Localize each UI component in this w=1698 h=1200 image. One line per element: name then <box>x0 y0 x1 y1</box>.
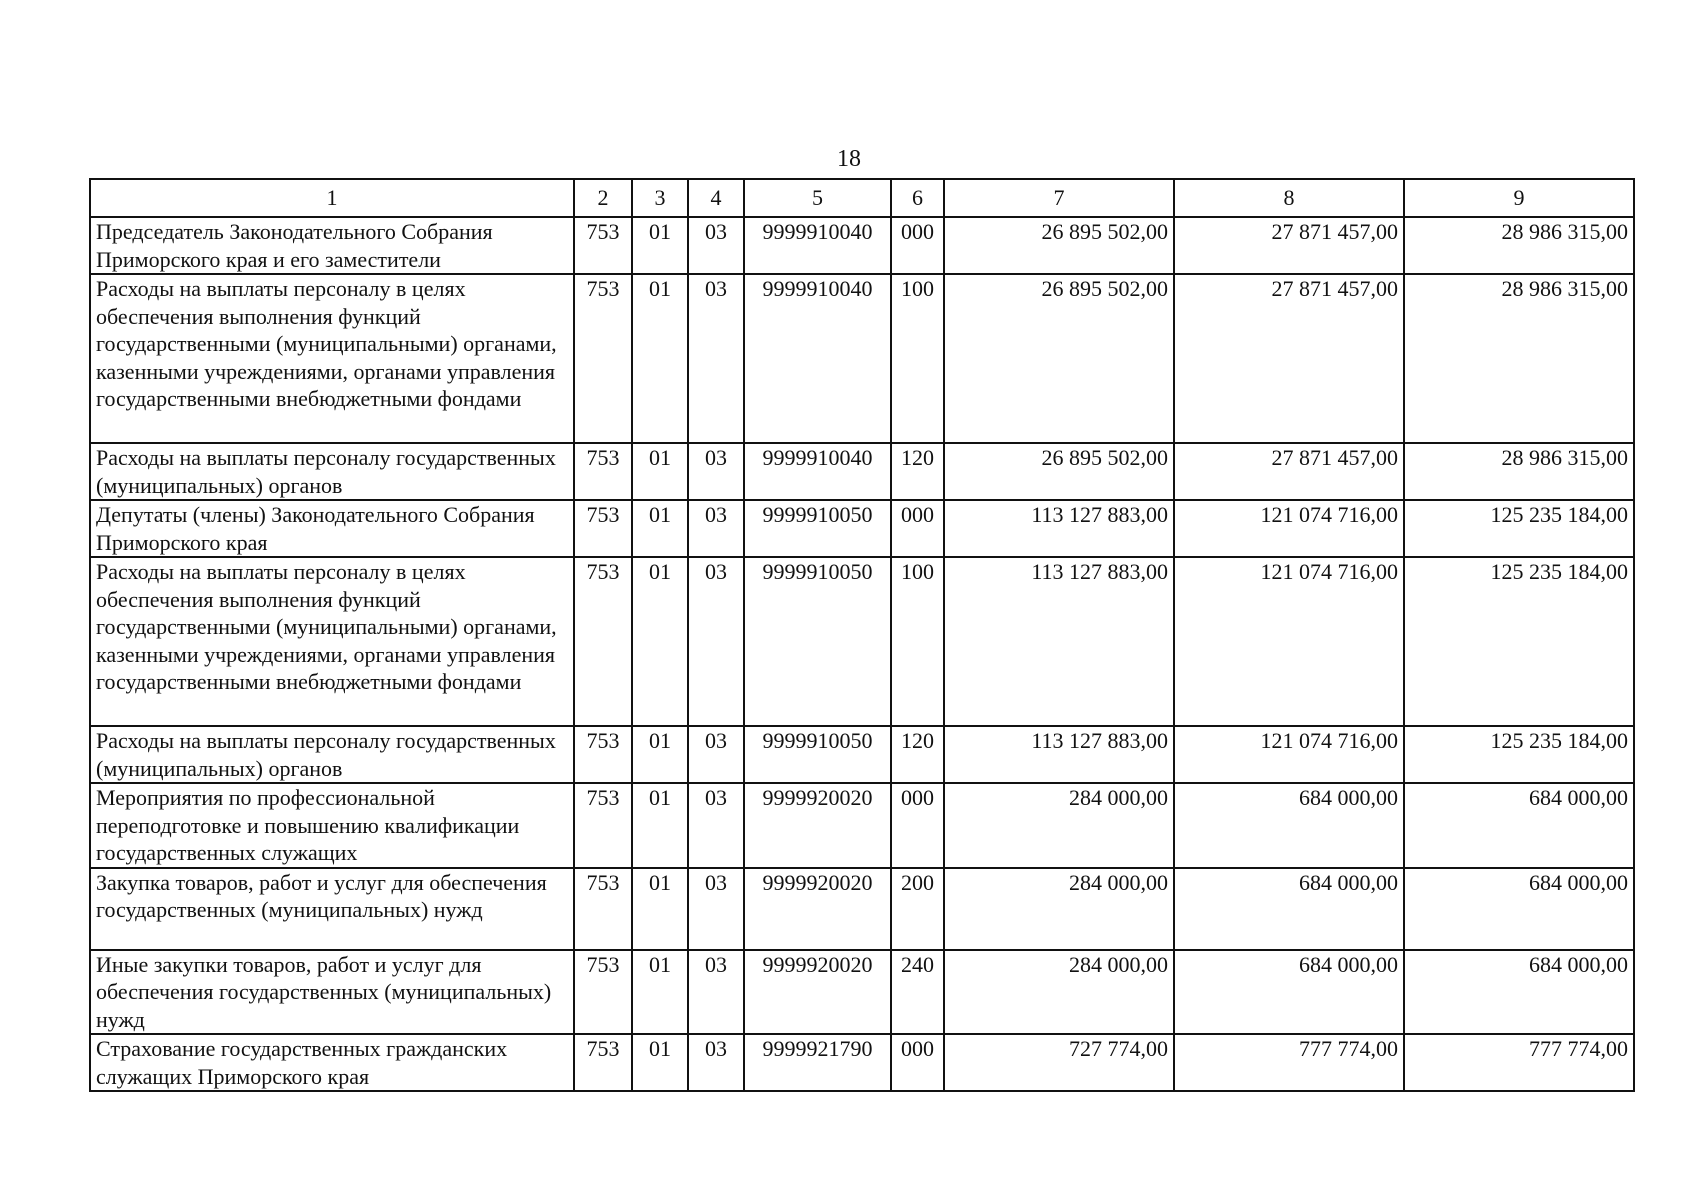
code-subsection: 03 <box>688 217 744 274</box>
header-cell: 3 <box>632 179 688 217</box>
code-expense-type: 000 <box>891 500 944 557</box>
code-target-article: 9999910040 <box>744 443 891 500</box>
code-subsection: 03 <box>688 274 744 443</box>
amount-col-8: 684 000,00 <box>1174 783 1404 868</box>
code-target-article: 9999920020 <box>744 950 891 1035</box>
code-ministry: 753 <box>574 726 632 783</box>
amount-col-7: 26 895 502,00 <box>944 217 1174 274</box>
code-target-article: 9999910050 <box>744 726 891 783</box>
code-ministry: 753 <box>574 217 632 274</box>
code-target-article: 9999920020 <box>744 868 891 950</box>
code-expense-type: 200 <box>891 868 944 950</box>
amount-col-9: 125 235 184,00 <box>1404 557 1634 726</box>
code-expense-type: 000 <box>891 217 944 274</box>
row-name: Расходы на выплаты персоналу государственных (муниципальных) органов <box>90 443 574 500</box>
code-target-article: 9999910040 <box>744 217 891 274</box>
table-row <box>90 500 1634 557</box>
code-subsection: 03 <box>688 557 744 726</box>
amount-col-9: 125 235 184,00 <box>1404 500 1634 557</box>
amount-col-8: 684 000,00 <box>1174 868 1404 950</box>
code-ministry: 753 <box>574 783 632 868</box>
amount-col-7: 113 127 883,00 <box>944 500 1174 557</box>
amount-col-8: 27 871 457,00 <box>1174 443 1404 500</box>
code-target-article: 9999910050 <box>744 557 891 726</box>
row-name: Иные закупки товаров, работ и услуг для обеспечения государственных (муниципальных) нужд <box>90 950 574 1035</box>
header-cell: 8 <box>1174 179 1404 217</box>
amount-col-8: 121 074 716,00 <box>1174 500 1404 557</box>
code-subsection: 03 <box>688 868 744 950</box>
row-name: Расходы на выплаты персоналу государственных (муниципальных) органов <box>90 726 574 783</box>
code-subsection: 03 <box>688 726 744 783</box>
code-section: 01 <box>632 274 688 443</box>
amount-col-7: 113 127 883,00 <box>944 557 1174 726</box>
code-target-article: 9999920020 <box>744 783 891 868</box>
code-section: 01 <box>632 950 688 1035</box>
header-cell: 2 <box>574 179 632 217</box>
header-cell: 1 <box>90 179 574 217</box>
table-header-row <box>90 179 1634 217</box>
row-name: Страхование государственных гражданских служащих Приморского края <box>90 1034 574 1091</box>
code-section: 01 <box>632 500 688 557</box>
budget-table <box>89 178 1635 1092</box>
code-expense-type: 120 <box>891 443 944 500</box>
code-section: 01 <box>632 557 688 726</box>
code-subsection: 03 <box>688 443 744 500</box>
code-section: 01 <box>632 1034 688 1091</box>
code-expense-type: 120 <box>891 726 944 783</box>
table-row <box>90 557 1634 726</box>
row-name: Мероприятия по профессиональной переподготовке и повышению квалификации государственных служащих <box>90 783 574 868</box>
row-name: Расходы на выплаты персоналу в целях обеспечения выполнения функций государственными (муниципальными) органами, казенными учреждениями, органами управления государственными внебюджетными фондами <box>90 274 574 443</box>
amount-col-8: 684 000,00 <box>1174 950 1404 1035</box>
amount-col-9: 684 000,00 <box>1404 783 1634 868</box>
code-section: 01 <box>632 783 688 868</box>
table-row <box>90 726 1634 783</box>
header-cell: 6 <box>891 179 944 217</box>
code-subsection: 03 <box>688 950 744 1035</box>
code-ministry: 753 <box>574 557 632 726</box>
amount-col-9: 28 986 315,00 <box>1404 443 1634 500</box>
amount-col-9: 777 774,00 <box>1404 1034 1634 1091</box>
amount-col-7: 26 895 502,00 <box>944 443 1174 500</box>
code-expense-type: 100 <box>891 274 944 443</box>
amount-col-9: 28 986 315,00 <box>1404 274 1634 443</box>
row-name: Закупка товаров, работ и услуг для обеспечения государственных (муниципальных) нужд <box>90 868 574 950</box>
code-target-article: 9999910050 <box>744 500 891 557</box>
code-expense-type: 100 <box>891 557 944 726</box>
amount-col-7: 284 000,00 <box>944 783 1174 868</box>
code-subsection: 03 <box>688 1034 744 1091</box>
amount-col-9: 28 986 315,00 <box>1404 217 1634 274</box>
code-section: 01 <box>632 217 688 274</box>
amount-col-7: 284 000,00 <box>944 868 1174 950</box>
table-row <box>90 217 1634 274</box>
table-row <box>90 274 1634 443</box>
code-subsection: 03 <box>688 500 744 557</box>
header-cell: 9 <box>1404 179 1634 217</box>
code-subsection: 03 <box>688 783 744 868</box>
code-ministry: 753 <box>574 274 632 443</box>
code-ministry: 753 <box>574 443 632 500</box>
page-number: 18 <box>837 146 861 172</box>
code-expense-type: 000 <box>891 783 944 868</box>
code-ministry: 753 <box>574 500 632 557</box>
code-target-article: 9999921790 <box>744 1034 891 1091</box>
row-name: Расходы на выплаты персоналу в целях обеспечения выполнения функций государственными (муниципальными) органами, казенными учреждениями, органами управления государственными внебюджетными фондами <box>90 557 574 726</box>
amount-col-9: 684 000,00 <box>1404 950 1634 1035</box>
table-row <box>90 443 1634 500</box>
amount-col-8: 27 871 457,00 <box>1174 274 1404 443</box>
header-cell: 7 <box>944 179 1174 217</box>
row-name: Депутаты (члены) Законодательного Собрания Приморского края <box>90 500 574 557</box>
table-row <box>90 950 1634 1035</box>
amount-col-8: 27 871 457,00 <box>1174 217 1404 274</box>
table-row <box>90 783 1634 868</box>
header-cell: 5 <box>744 179 891 217</box>
code-target-article: 9999910040 <box>744 274 891 443</box>
amount-col-8: 777 774,00 <box>1174 1034 1404 1091</box>
code-section: 01 <box>632 868 688 950</box>
table-row <box>90 868 1634 950</box>
code-ministry: 753 <box>574 950 632 1035</box>
code-expense-type: 000 <box>891 1034 944 1091</box>
code-ministry: 753 <box>574 1034 632 1091</box>
amount-col-7: 113 127 883,00 <box>944 726 1174 783</box>
amount-col-7: 727 774,00 <box>944 1034 1174 1091</box>
code-expense-type: 240 <box>891 950 944 1035</box>
code-section: 01 <box>632 726 688 783</box>
amount-col-8: 121 074 716,00 <box>1174 726 1404 783</box>
amount-col-8: 121 074 716,00 <box>1174 557 1404 726</box>
table-row <box>90 1034 1634 1091</box>
code-ministry: 753 <box>574 868 632 950</box>
amount-col-7: 284 000,00 <box>944 950 1174 1035</box>
amount-col-9: 125 235 184,00 <box>1404 726 1634 783</box>
amount-col-9: 684 000,00 <box>1404 868 1634 950</box>
row-name: Председатель Законодательного Собрания Приморского края и его заместители <box>90 217 574 274</box>
header-cell: 4 <box>688 179 744 217</box>
amount-col-7: 26 895 502,00 <box>944 274 1174 443</box>
code-section: 01 <box>632 443 688 500</box>
